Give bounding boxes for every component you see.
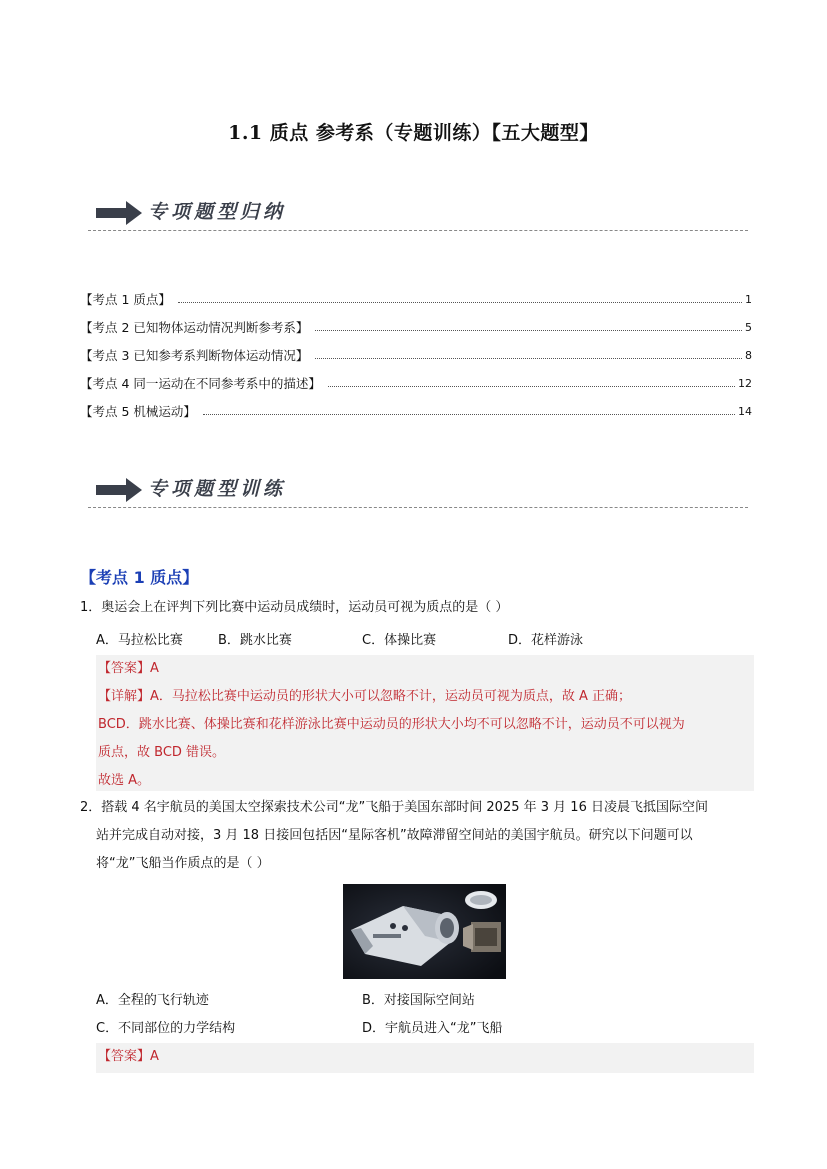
toc-leader [315, 330, 742, 331]
answer: 【答案】A [98, 1049, 159, 1064]
toc-entry[interactable] [80, 397, 752, 425]
q2-option-c: C．不同部位的力学结构 [96, 1021, 236, 1036]
toc-entry[interactable] [80, 341, 752, 369]
question-2-line: 将“龙”飞船当作质点的是（ ） [96, 856, 270, 871]
toc-leader [315, 358, 742, 359]
toc-entry-page: 14 [738, 404, 752, 418]
q1-option-a: A．马拉松比赛 [96, 633, 183, 648]
toc-entry-label: 【考点 3 已知参考系判断物体运动情况】 [80, 348, 309, 363]
question-2-line: 站并完成自动对接，3 月 18 日接回包括因“星际客机”故障滞留空间站的美国宇航员。研究以下问题可以 [96, 828, 693, 843]
toc-entry-page: 12 [738, 376, 752, 390]
answer: 【答案】A [98, 661, 159, 676]
toc-entry-label: 【考点 2 已知物体运动情况判断参考系】 [80, 320, 309, 335]
explanation-line: 故选 A。 [98, 773, 151, 788]
toc-leader [203, 414, 735, 415]
explanation-line: 质点，故 BCD 错误。 [98, 745, 226, 760]
explanation-line: 【详解】A．马拉松比赛中运动员的形状大小可以忽略不计，运动员可视为质点，故 A 正确； [98, 689, 632, 704]
spacecraft-image [343, 884, 506, 979]
table-of-contents [80, 285, 752, 425]
arrow-icon [96, 476, 144, 504]
toc-entry[interactable] [80, 313, 752, 341]
toc-leader [328, 386, 735, 387]
banner-title: 专项题型归纳 [148, 201, 287, 223]
divider [88, 230, 748, 231]
section-banner-training [88, 470, 748, 510]
q2-option-a: A．全程的飞行轨迹 [96, 993, 209, 1008]
toc-entry[interactable] [80, 369, 752, 397]
section-heading: 【考点 1 质点】 [80, 568, 199, 587]
divider [88, 507, 748, 508]
toc-entry-page: 1 [745, 292, 752, 306]
toc-entry-page: 5 [745, 320, 752, 334]
banner-title: 专项题型训练 [148, 478, 287, 500]
toc-entry-page: 8 [745, 348, 752, 362]
toc-entry[interactable] [80, 285, 752, 313]
toc-entry-label: 【考点 5 机械运动】 [80, 404, 196, 419]
toc-leader [178, 302, 742, 303]
q1-option-d: D．花样游泳 [508, 633, 584, 648]
arrow-icon [96, 199, 144, 227]
answer-panel-q2 [96, 1043, 754, 1073]
q2-option-d: D．宇航员进入“龙”飞船 [362, 1021, 503, 1036]
explanation-line: BCD．跳水比赛、体操比赛和花样游泳比赛中运动员的形状大小均不可以忽略不计，运动员不可以视为 [98, 717, 685, 732]
toc-entry-label: 【考点 4 同一运动在不同参考系中的描述】 [80, 376, 321, 391]
section-banner-summary [88, 193, 748, 233]
q2-option-b: B．对接国际空间站 [362, 993, 475, 1008]
toc-entry-label: 【考点 1 质点】 [80, 292, 171, 307]
q1-option-c: C．体操比赛 [362, 633, 437, 648]
spacecraft-photo [343, 884, 506, 979]
answer-panel-q1 [96, 655, 754, 791]
q1-option-b: B．跳水比赛 [218, 633, 292, 648]
page-title: 1.1 质点 参考系（专题训练）【五大题型】 [228, 122, 599, 144]
question-2-line: 2．搭载 4 名宇航员的美国太空探索技术公司“龙”飞船于美国东部时间 2025 年 3 月 16 日凌晨飞抵国际空间 [80, 800, 708, 815]
question-1-stem: 1．奥运会上在评判下列比赛中运动员成绩时，运动员可视为质点的是（ ） [80, 600, 509, 615]
